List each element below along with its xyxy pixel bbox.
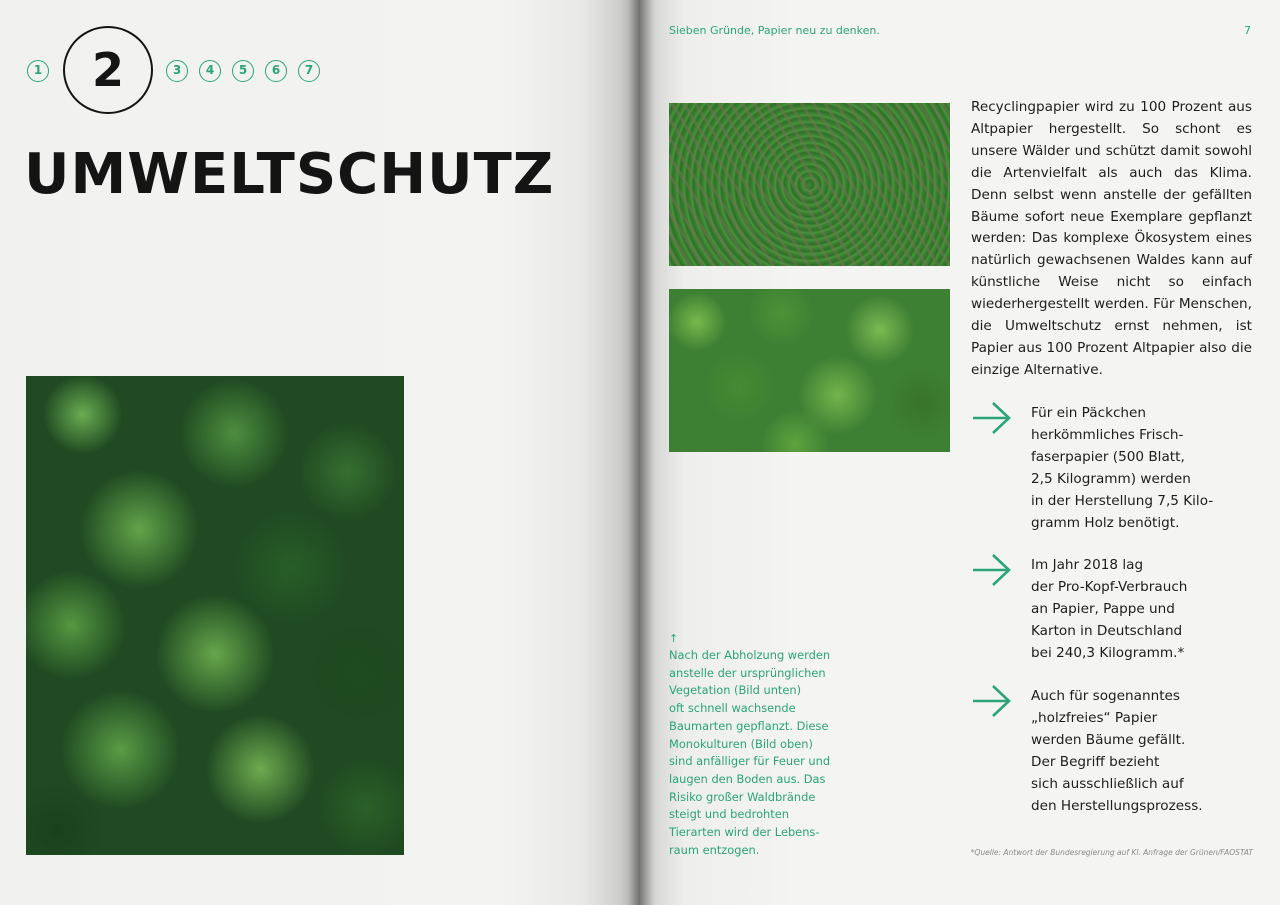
chapter-headline: UMWELTSCHUTZ <box>24 142 555 207</box>
chapter-number-5: 5 <box>232 60 254 82</box>
chapter-number-7: 7 <box>298 60 320 82</box>
fact-text: Auch für sogenanntes „holzfreies“ Papier werden Bäume gefällt. Der Begriff bezieht sich ausschließlich auf den Herstellungsprozess. <box>1031 688 1203 814</box>
arrow-right-icon <box>971 552 1013 588</box>
arrow-right-icon <box>971 400 1013 436</box>
chapter-number-4: 4 <box>199 60 221 82</box>
chapter-number-1: 1 <box>27 60 49 82</box>
forest-canopy-photo <box>26 376 404 855</box>
book-gutter <box>629 0 653 905</box>
natural-forest-aerial-photo <box>669 289 950 452</box>
chapter-number-2-active: 2 <box>63 26 153 114</box>
image-caption <box>669 630 854 859</box>
monoculture-aerial-photo <box>669 103 950 266</box>
arrow-up-icon: ↑ <box>669 632 679 645</box>
fact-item <box>971 400 1261 530</box>
chapter-number-3: 3 <box>166 60 188 82</box>
caption-text: Nach der Abholzung werden anstelle der ursprünglichen Vegetation (Bild unten) oft schnell wachsende Baumarten gepflanzt. Diese Monokulturen (Bild oben) sind anfälliger für Feuer und laugen den Boden aus. Das Risiko großer Waldbrände steigt und bedrohten Tierarten wird der Lebens- raum entzogen. <box>669 648 831 857</box>
chapter-navigation <box>0 0 640 140</box>
running-head: Sieben Gründe, Papier neu zu denken. <box>669 24 880 37</box>
page-number: 7 <box>1244 24 1251 37</box>
fact-text: Für ein Päckchen herkömmliches Frisch- faserpapier (500 Blatt, 2,5 Kilogramm) werden in der Herstellung 7,5 Kilo- gramm Holz benötigt. <box>1031 405 1214 531</box>
main-paragraph: Recyclingpapier wird zu 100 Prozent aus Altpapier hergestellt. So schont es unsere Wälder und schützt damit sowohl die Artenvielfalt als auch das Klima. Denn selbst wenn anstelle der gefällten Bäume sofort neue Exemplare gepflanzt werden: Das komplexe Ökosystem eines natürlich gewachsenen Waldes kann auf künstliche Weise nicht so einfach wiederhergestellt werden. Für Menschen, die Umweltschutz ernst nehmen, ist Papier aus 100 Prozent Altpapier also die einzige Alternative. <box>971 99 1252 378</box>
fact-text: Im Jahr 2018 lag der Pro-Kopf-Verbrauch an Papier, Pappe und Karton in Deutschland bei 240,3 Kilogramm.* <box>1031 557 1188 661</box>
fact-item <box>971 683 1261 813</box>
arrow-right-icon <box>971 683 1013 719</box>
fact-item <box>971 552 1261 682</box>
chapter-number-6: 6 <box>265 60 287 82</box>
source-footnote: *Quelle: Antwort der Bundesregierung auf Kl. Anfrage der Grünen/FAOSTAT <box>970 848 1253 857</box>
